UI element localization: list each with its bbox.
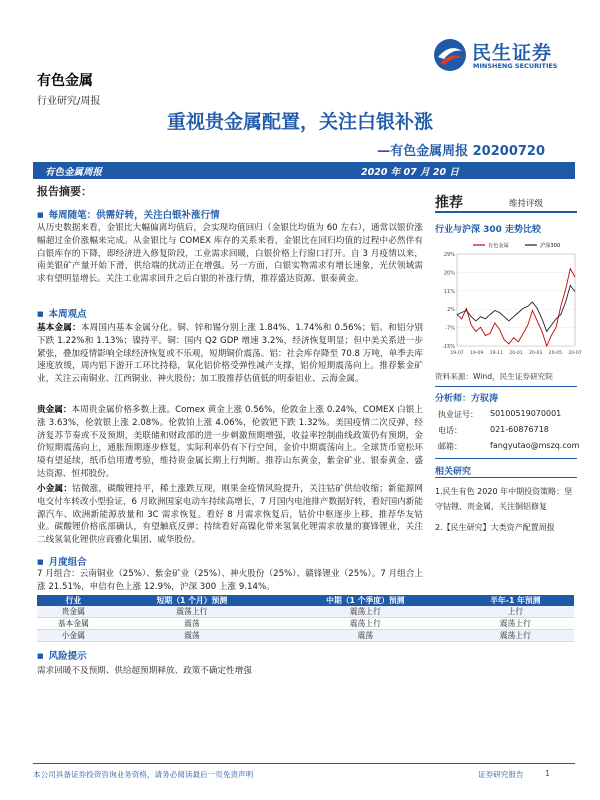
precious-metal-body: 本周贵金属价格多数上涨。Comex 黄金上涨 0.56%，伦敦金上涨 0.24%，COMEX 白银上涨 3.63%，伦敦银上涨 2.08%。伦敦铂上涨 4.06%，伦敦钯下跌 1.32%。美国疫情二次反弹，经济复苏节奏或不及预期，美联储和财政部的进一步刺激预期增强，收益率控制曲线政策仍有预期，金价短期震荡向上，通胀预期逐步修复，实际利率仍有下行空间，金价中期震荡向上。全球货币宽松环境有望延续，纸币信用遭考验，维持贵金属长期上行判断。推荐山东黄金，紫金矿业、银泰黄金、盛达资源、恒邦股份。 (37, 405, 423, 479)
analyst-phone-value: 021-60876718 (490, 425, 549, 434)
analyst-heading: 分析师：方驭涛 (435, 394, 499, 404)
table-row (37, 606, 574, 618)
table-cell: 震荡 (274, 630, 457, 642)
series-line-0 (457, 269, 575, 346)
band-report-name: 有色金属周报 (45, 167, 103, 178)
footer-label: 证券研究报告 (478, 770, 524, 779)
minsheng-logo-icon (432, 37, 468, 73)
x-tick-label: 20-03 (528, 351, 543, 356)
table-cell: 基本金属 (37, 618, 110, 630)
analyst-license-value: S0100519070001 (490, 409, 562, 418)
chart-legend (473, 241, 560, 249)
y-tick-label: 11% (443, 288, 455, 295)
risk-heading: ■ 风险提示 (37, 648, 87, 662)
sidebar-divider (435, 386, 577, 387)
y-tick-label: 29% (443, 252, 455, 258)
weekly-thoughts-heading: ■ 每周随笔：供需好转，关注白银补涨行情 (37, 207, 220, 221)
y-tick-label: 20% (443, 270, 455, 277)
table-cell: 震荡上行 (274, 606, 457, 618)
minor-metal-label: 小金属： (37, 484, 73, 494)
recommendation: 推荐 (435, 195, 463, 211)
summary-heading: 报告摘要： (37, 185, 92, 198)
x-tick-label: 20-01 (509, 351, 523, 356)
report-title: 重视贵金属配置，关注白银补涨 (166, 111, 433, 133)
x-tick-label: 19-07 (450, 351, 464, 356)
minor-metal-body: 钴微涨，碳酸锂持平，稀土涨跌互现，刚果金疫情风险提升，关注钴矿供给收缩；新能源网电交付车转改小型验证，6 月欧洲国家电动车持续高增长，7 月国内电池排产数据好转，看好国内新能源汽车、欧洲新能源放量和 3C 需求恢复。看好 8 月需求恢复后，钴价中枢逐步上移，推荐华友钴业。碳酸锂价格底部确认，有望触底反弹；持续看好高镍化带来氢氧化锂需求放量的赛锋锂业，关注二线氢氧化锂供应商雅化集团、威华股份。 (37, 484, 423, 546)
sector-label: 有色金属 (37, 73, 93, 89)
chart-grid (457, 254, 575, 346)
table-cell: 小金属 (37, 630, 110, 642)
sidebar-divider (435, 458, 577, 459)
table-header: 中期（1 个季度）预测 (274, 595, 457, 606)
related-item[interactable]: 1.民生有色 2020 年中期投资策略：坚守钴锂、贵金属，关注铜铝修复 (435, 487, 573, 511)
company-logo (432, 37, 577, 77)
x-tick-label: 20-07 (568, 351, 582, 356)
table-cell: 上行 (457, 606, 574, 618)
base-metal-paragraph (37, 322, 423, 386)
y-tick-label: -7% (445, 325, 455, 332)
page-number: 1 (545, 769, 550, 778)
base-metal-label: 基本金属： (37, 323, 81, 333)
report-date: 2020 年 07 月 20 日 (361, 167, 459, 178)
table-cell: 震荡上行 (274, 618, 457, 630)
table-header: 半年-1 年预测 (457, 595, 574, 606)
legend-label: 有色金属 (488, 243, 509, 249)
logo-name-en: MINSHENG SECURITIES (473, 62, 558, 70)
table-cell: 震荡上行 (457, 630, 574, 642)
weekly-thoughts-body: 从历史数据来看，金银比大幅偏离均值后，会实现均值回归（金银比均值为 60 左右），通常以银价涨幅超过金价涨幅来完成。从金银比与 COMEX 库存的关系来看，金银比在回归均值的过程中必然伴有白银库存的下降，即经济进入修复阶段，工业需求回暖，白银价格上行窗口打开。自 3 月疫情以来，南美银矿产量开始下滑，供给端的扰动正在增强。另一方面，白银实物需求有增长速象，光伏领域需求有望明显增长。关注工业需求回升之后白银的补涨行情，推荐盛达资源、银泰黄金。 (37, 223, 423, 285)
y-tick-label: -15% (442, 344, 455, 350)
report-type: 行业研究/周报 (37, 96, 101, 107)
risk-body: 需求回暖不及预期、供给超预期释放、政策不确定性增强 (37, 666, 252, 676)
series-line-1 (457, 285, 575, 331)
analyst-phone-label: 电话： (438, 426, 462, 435)
related-item[interactable]: 2.【民生研究】大类资产配置周报 (435, 523, 555, 532)
footer-disclaimer: 本公司具备证券投资咨询业务资格，请务必阅读最后一页免责声明 (33, 770, 254, 779)
table-cell: 震荡上行 (457, 618, 574, 630)
analyst-email-value[interactable]: fangyutao@mszq.com (490, 441, 580, 450)
trend-chart (435, 238, 582, 364)
rating-label: 维持评级 (509, 199, 544, 209)
x-tick-label: 19-09 (469, 351, 484, 356)
minor-metal-paragraph (37, 483, 423, 547)
chart-plot-frame (457, 254, 575, 346)
table-cell: 震荡上行 (110, 606, 274, 618)
chart-lines (457, 269, 575, 346)
sidebar-divider (435, 477, 577, 478)
table-cell: 震荡 (110, 618, 274, 630)
report-subtitle: —有色金属周报 20200720 (377, 144, 545, 159)
table-header: 短期（1 个月）预测 (110, 595, 274, 606)
chart-heading: 行业与沪深 300 走势比较 (435, 225, 542, 235)
footer-divider (33, 763, 575, 764)
sidebar-divider (435, 211, 577, 213)
precious-metal-paragraph (37, 404, 423, 481)
portfolio-heading: ■ 月度组合 (37, 554, 87, 568)
table-row (37, 630, 574, 642)
portfolio-body: 7 月组合：云南铜业（25%）、紫金矿业（25%）、神火股份（25%）、赣锋锂业（25%）。7 月组合上涨 21.51%，申信有色上涨 12.9%，沪深 300 上涨 9.14%。 (37, 569, 423, 592)
related-research-heading: 相关研究 (435, 467, 472, 477)
chart-source: 资料来源：Wind，民生证券研究院 (435, 372, 553, 381)
table-header: 行业 (37, 595, 110, 606)
forecast-table (37, 595, 574, 642)
base-metal-body: 本周国内基本金属分化。铜、锌和锡分别上涨 1.84%、1.74%和 0.56%；铝、和铝分别下跌 1.22%和 1.13%；镍持平。铜：国内 Q2 GDP 增速 3.2%，经济恢复明显；但中美关系进一步紧张，叠加疫情影响全球经济恢复或不乐观，短期铜价震荡。铝：社会库存降至 70.8 万吨，单季去库速度放缓，周内铝下游开工环比持稳，氧化铝价格受弹性减产支撑，铝价短期震荡向上。推荐紫金矿业，关注云南铜业、江西铜业、神火股份；加工股推荐估值低的明泰铝业、云海金属。 (37, 323, 423, 385)
table-row (37, 618, 574, 630)
analyst-email-label: 邮箱： (438, 442, 462, 451)
analyst-license-label: 执业证号： (438, 410, 478, 419)
x-tick-label: 19-11 (489, 351, 504, 356)
table-cell: 贵金属 (37, 606, 110, 618)
report-band (33, 162, 575, 179)
precious-metal-label: 贵金属： (37, 405, 72, 415)
x-tick-label: 20-05 (548, 351, 563, 356)
legend-label: 沪深300 (540, 243, 561, 249)
table-cell: 震荡 (110, 630, 274, 642)
table-header-row (37, 595, 574, 606)
logo-name-cn: 民生证券 (472, 42, 553, 64)
weekly-view-heading: ■ 本周观点 (37, 306, 87, 320)
y-tick-label: 2% (447, 307, 455, 314)
